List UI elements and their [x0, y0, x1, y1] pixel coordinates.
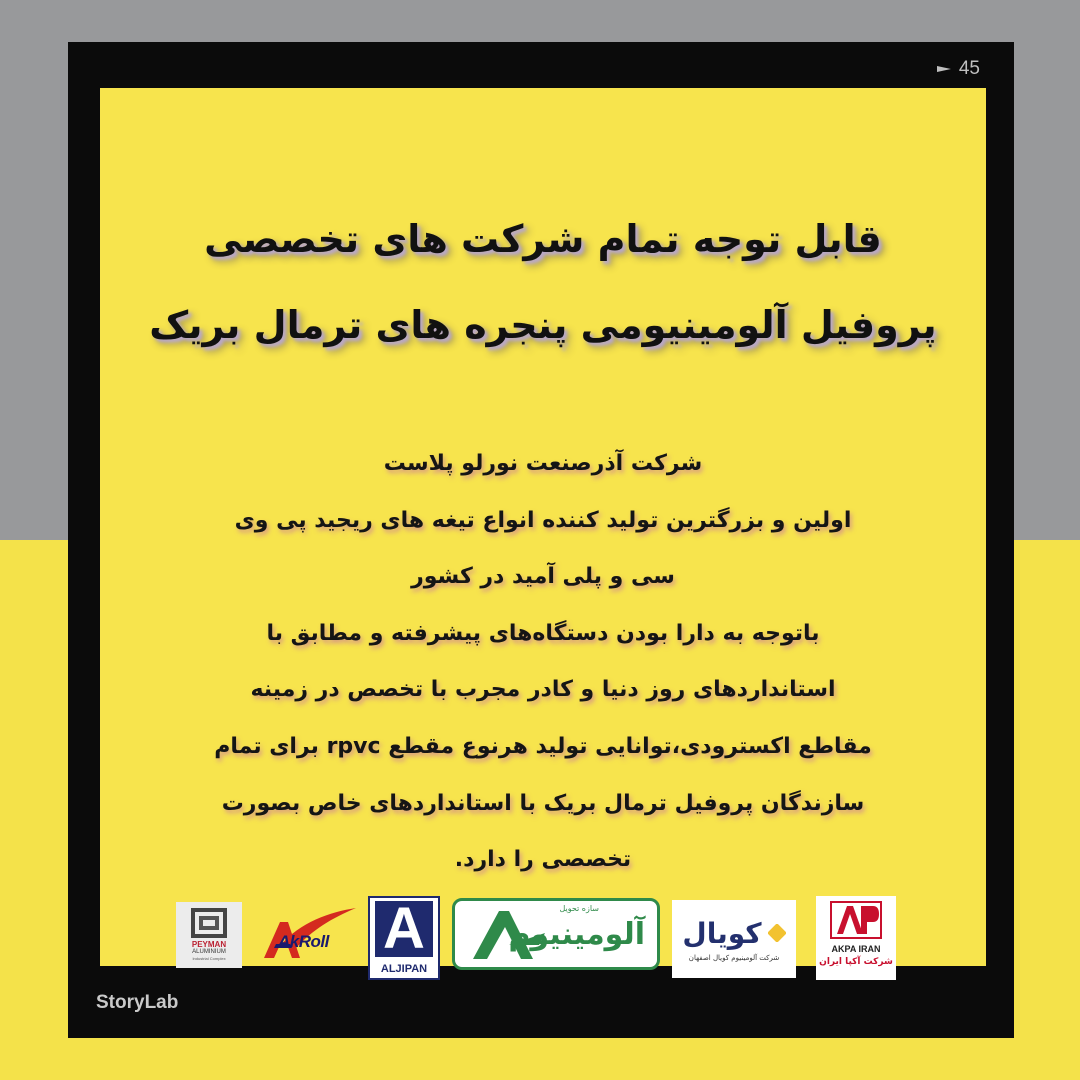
peyman-logo — [176, 902, 242, 968]
akroll-text: AkRoll — [278, 932, 329, 951]
flag-icon — [937, 66, 951, 72]
body-line: شرکت آذرصنعت نورلو پلاست — [383, 451, 703, 476]
title-line: قابل توجه تمام شرکت های تخصصی — [204, 217, 882, 261]
title-line: پروفیل آلومینیومی پنجره های ترمال بریک — [149, 303, 937, 347]
peyman-emblem-icon — [189, 906, 229, 940]
akpa-emblem-icon — [829, 900, 883, 940]
kavial-sub: شرکت آلومینیوم کویال اصفهان — [688, 953, 780, 962]
post-panel — [100, 88, 986, 975]
aljipan-logo — [368, 896, 440, 980]
kavial-name: کویال — [682, 916, 762, 950]
peyman-line2: ALUMINIUM — [192, 949, 226, 955]
storylab-watermark: StoryLab — [96, 992, 179, 1013]
body-line: تخصصی را دارد. — [454, 847, 632, 873]
peyman-line1: PEYMAN — [191, 940, 227, 949]
post-body — [120, 436, 966, 889]
aluminum-logo — [452, 898, 660, 970]
body-line: سی و پلی آمید در کشور — [411, 564, 675, 590]
aljipan-letter: A — [375, 901, 433, 957]
kavial-logo — [672, 900, 796, 978]
aluminum-top: سازه تحویل — [559, 904, 599, 913]
logo-strip — [100, 894, 986, 984]
body-line: اولین و بزرگترین تولید کننده انواع تیغه های ریجید پی وی — [234, 507, 852, 533]
akroll-logo — [260, 902, 360, 968]
counter-value: 45 — [958, 58, 980, 79]
body-line: سازندگان پروفیل ترمال بریک با استانداردهای خاص بصورت — [221, 790, 865, 816]
kavial-square-icon — [768, 924, 786, 942]
aluminum-name: آلومینیوم — [508, 917, 645, 952]
story-frame — [68, 42, 1014, 1038]
aljipan-name: ALJIPAN — [380, 963, 428, 975]
body-line: استانداردهای روز دنیا و کادر مجرب با تخصص در زمینه — [250, 677, 836, 703]
kavial-mark — [682, 917, 785, 950]
akpa-logo — [816, 896, 896, 980]
akpa-top: AKPA IRAN — [831, 944, 881, 954]
page-counter — [937, 58, 980, 80]
peyman-line3: Industrial Complex — [192, 956, 226, 961]
body-line: مقاطع اکسترودی،توانایی تولید هرنوع مقطع rpvc برای تمام — [214, 733, 872, 759]
post-title — [100, 196, 986, 368]
body-line: باتوجه به دارا بودن دستگاه‌های پیشرفته و مطابق با — [266, 620, 820, 646]
akpa-bottom: شرکت آکپا ایران — [819, 957, 893, 967]
